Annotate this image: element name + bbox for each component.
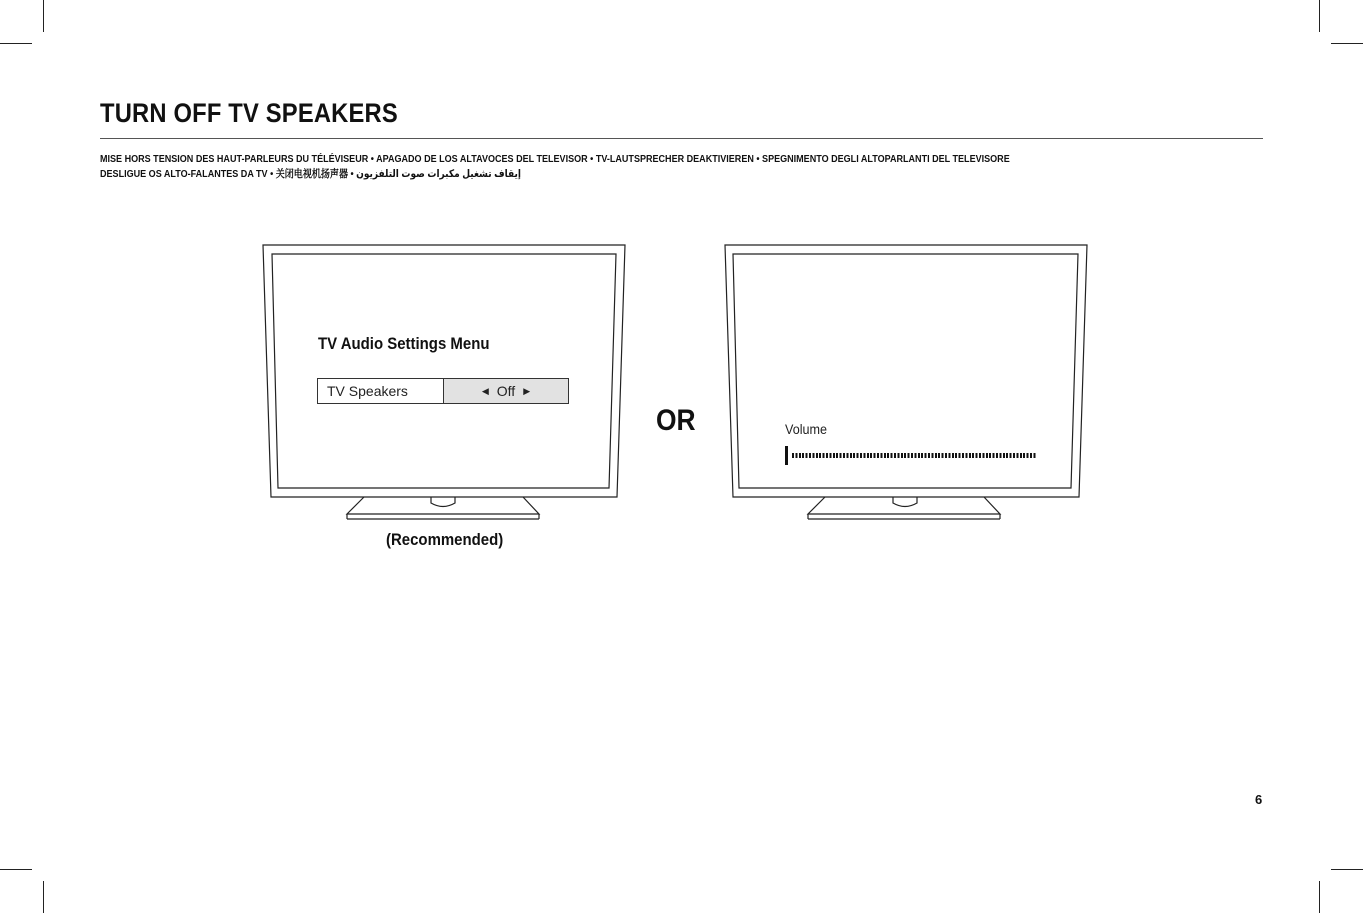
volume-bar xyxy=(792,453,1036,458)
tv-speakers-setting-row xyxy=(317,378,569,404)
tv-left-stand-base xyxy=(347,497,539,514)
tv-left-outer-frame xyxy=(263,245,625,497)
volume-level-marker xyxy=(785,446,788,465)
tv-right-stand-base xyxy=(808,497,1000,514)
tv-right-outer-frame xyxy=(725,245,1087,497)
page-title: TURN OFF TV SPEAKERS xyxy=(100,98,398,128)
translated-titles-line-1: MISE HORS TENSION DES HAUT-PARLEURS DU TÉLÉVISEUR • APAGADO DE LOS ALTAVOCES DEL TELEVISOR • TV-LAUTSPRECHER DEAKTIVIEREN • SPEGNIMENTO DEGLI ALTOPARLANTI DEL TELEVISORE xyxy=(100,153,1010,165)
right-arrow-icon: ▶ xyxy=(523,385,531,396)
tv-left-screen xyxy=(272,254,616,488)
page-number: 6 xyxy=(1255,792,1263,807)
tv-right-stand-neck xyxy=(893,497,917,507)
tv-speakers-label: TV Speakers xyxy=(318,379,444,403)
tv-audio-menu-title: TV Audio Settings Menu xyxy=(318,334,490,353)
left-arrow-icon: ◀ xyxy=(481,385,489,396)
tv-speakers-value: Off xyxy=(496,383,516,399)
tv-left-stand-neck xyxy=(431,497,455,507)
tv-right-illustration xyxy=(725,245,1087,519)
recommended-caption: (Recommended) xyxy=(386,530,504,549)
tv-speakers-value-selector xyxy=(444,379,568,403)
or-separator: OR xyxy=(656,404,696,437)
volume-label: Volume xyxy=(785,421,828,437)
translated-titles-line-2: DESLIGUE OS ALTO-FALANTES DA TV • 关闭电视机扬声器 • إيقاف تشغيل مكبرات صوت التلفزيون xyxy=(100,168,522,180)
